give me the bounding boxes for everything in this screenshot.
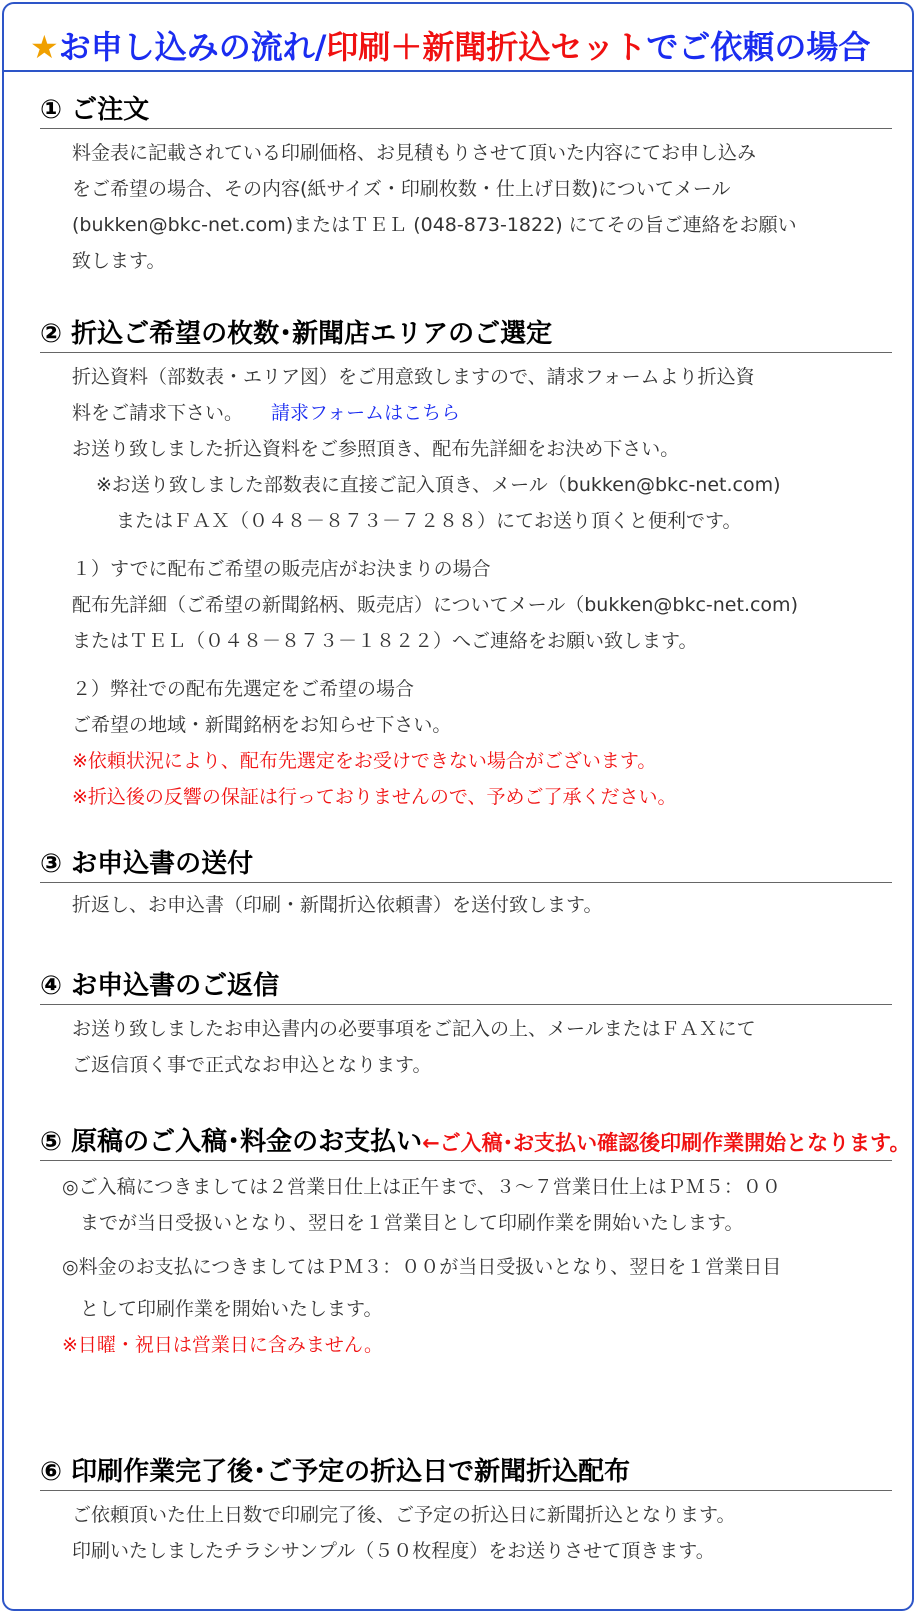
bullet-line: として印刷作業を開始いたします。 [80,1298,383,1320]
section-selection [40,316,892,815]
star-icon: ★ [30,28,59,66]
title-part-2: 印刷＋新聞折込セット [326,28,647,66]
text-line: 折込資料（部数表・エリア図）をご用意致しますので、請求フォームより折込資 [72,366,755,388]
text-line: お送り致しました折込資料をご参照頂き、配布先詳細をお決め下さい。 [72,438,680,460]
note-line: ※お送り致しました部数表に直接ご記入頂き、メール（bukken@bkc-net.com) [96,474,781,496]
section-title: ① ご注文 [40,92,892,129]
case-heading: ２）弊社での配布先選定をご希望の場合 [72,678,415,700]
warning-line: ※日曜・祝日は営業日に含みません。 [62,1334,384,1356]
warning-line: ※折込後の反響の保証は行っておりませんので、予めご了承ください。 [72,786,677,808]
text-line: 料金表に記載されている印刷価格、お見積もりさせて頂いた内容にてお申し込み [72,142,757,164]
flow-panel [2,2,914,1611]
text-line: ご依頼頂いた仕上日数で印刷完了後、ご予定の折込日に新聞折込となります。 [72,1504,736,1526]
section-distribution [40,1454,892,1569]
section-title-note: ←ご入稿･お支払い確認後印刷作業開始となります。 [422,1131,911,1155]
warning-line: ※依頼状況により、配布先選定をお受けできない場合がございます。 [72,750,657,772]
bullet-line: ◎料金のお支払につきましてはＰＭ３：００が当日受扱いとなり、翌日を１営業日目 [62,1256,782,1278]
note-line: またはＦＡＸ（０４８－８７３－７２８８）にてお送り頂くと便利です。 [116,510,742,532]
case-heading: １）すでに配布ご希望の販売店がお決まりの場合 [72,558,491,580]
text-line: 折返し、お申込書（印刷・新聞折込依頼書）を送付致します。 [72,894,603,916]
section-title-text: ⑤ 原稿のご入稿･料金のお支払い [40,1127,423,1157]
title-part-3: でご依頼の場合 [646,28,871,66]
section-title: ② 折込ご希望の枚数･新聞店エリアのご選定 [40,316,892,353]
text-line: 致します。 [72,250,166,272]
section-title [40,1124,911,1161]
bullet-line: ◎ご入稿につきましては２営業日仕上は正午まで、３～７営業日仕上はＰＭ５：００ [62,1176,781,1198]
text-line: 印刷いたしましたチラシサンプル（５０枚程度）をお送りさせて頂きます。 [72,1540,715,1562]
text-line: ご返信頂く事で正式なお申込となります。 [72,1054,432,1076]
bullet-line: までが当日受扱いとなり、翌日を１営業目として印刷作業を開始いたします。 [80,1212,744,1234]
section-reply [40,968,892,1083]
text: 料をご請求下さい。 [72,402,244,424]
section-manuscript-payment [40,1124,911,1363]
request-form-link[interactable]: 請求フォームはこちら [271,402,461,424]
text-line: をご希望の場合、その内容(紙サイズ・印刷枚数・仕上げ日数)についてメール [72,178,731,200]
section-title: ③ お申込書の送付 [40,846,892,883]
page-title [30,22,870,68]
text-line: (bukken@bkc-net.com)またはＴＥＬ (048-873-1822) にてその旨ご連絡をお願い [72,214,797,236]
text-line [40,395,892,431]
text-line: 配布先詳細（ご希望の新聞銘柄、販売店）についてメール（bukken@bkc-net.com) [72,594,798,616]
section-title: ④ お申込書のご返信 [40,968,892,1005]
section-send-form [40,846,892,923]
text-line: ご希望の地域・新聞銘柄をお知らせ下さい。 [72,714,452,736]
text-line: またはＴＥＬ（０４８－８７３－１８２２）へご連絡をお願い致します。 [72,630,698,652]
section-title: ⑥ 印刷作業完了後･ご予定の折込日で新聞折込配布 [40,1454,892,1491]
header [4,4,912,72]
text-line: お送り致しましたお申込書内の必要事項をご記入の上、メールまたはＦＡＸにて [72,1018,756,1040]
section-order [40,92,892,279]
title-part-1: お申し込みの流れ/ [58,28,327,66]
